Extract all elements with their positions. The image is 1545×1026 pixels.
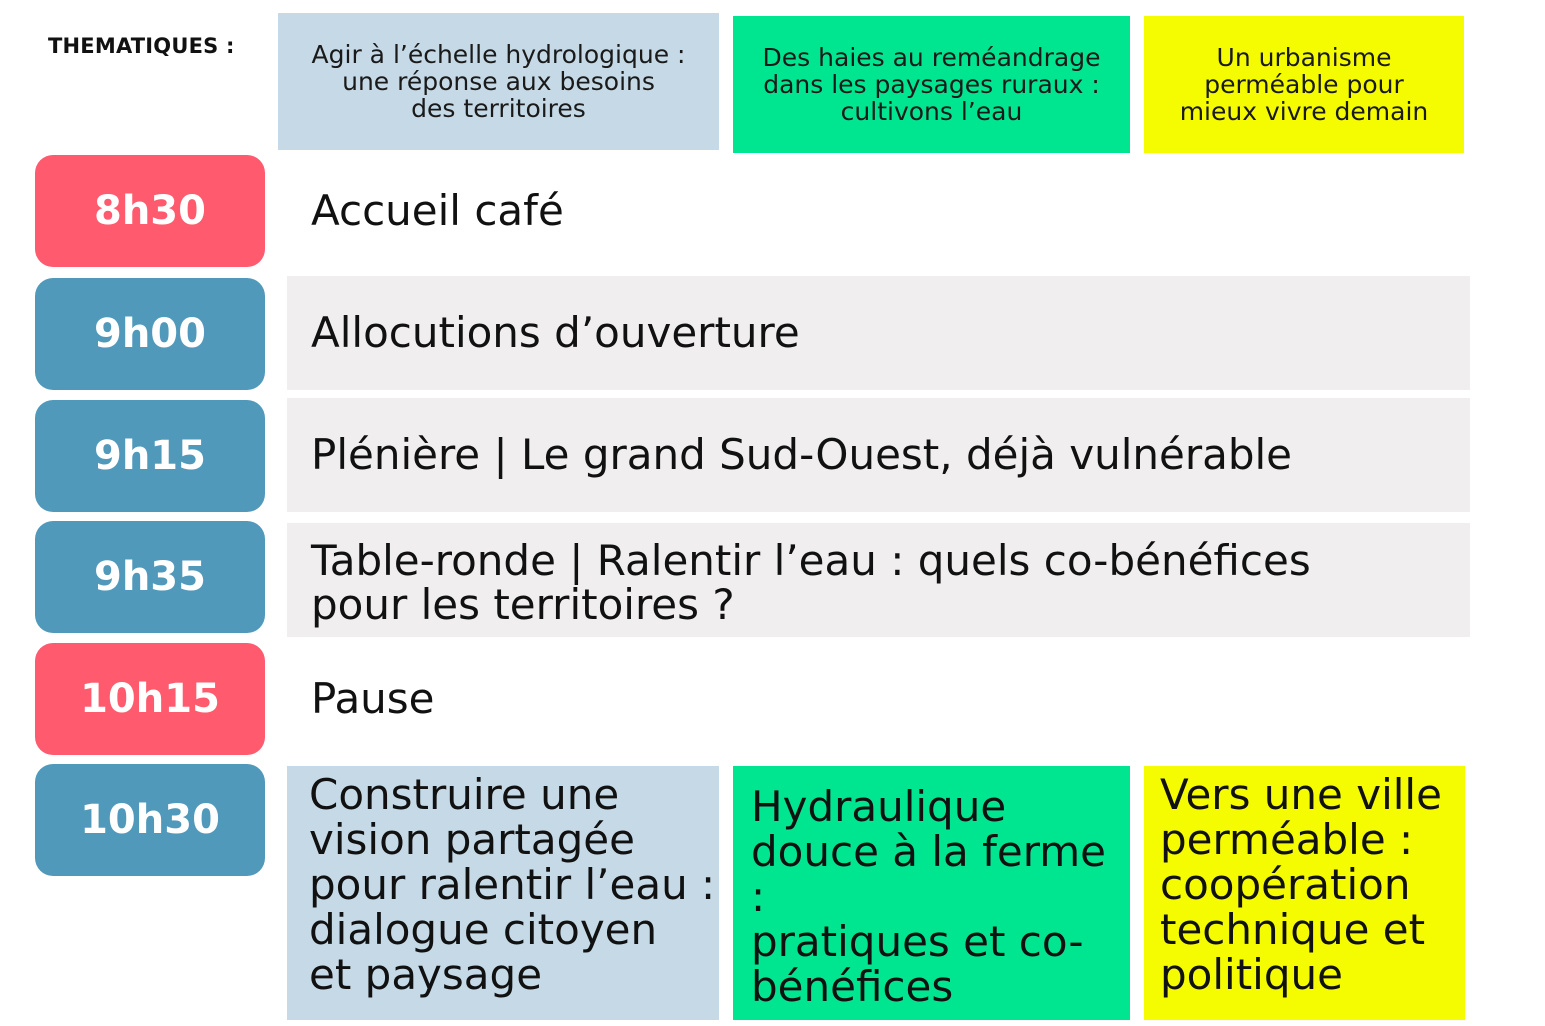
time-badge-0: 8h30: [35, 155, 265, 267]
agenda-title: Pause: [311, 674, 435, 723]
time-badge-1: 9h00: [35, 278, 265, 390]
session-ville-permeable: Vers une ville perméable : coopération technique et politique: [1144, 766, 1465, 1020]
theme-hydrologique: [278, 13, 719, 150]
agenda-title: Plénière | Le grand Sud-Ouest, déjà vulnérable: [311, 430, 1293, 479]
agenda-row-accueil: [287, 154, 1470, 268]
agenda-title: Allocutions d’ouverture: [311, 308, 800, 357]
time-badge-2: 9h15: [35, 400, 265, 512]
agenda-row-table-ronde: [287, 523, 1470, 637]
theme-label: Agir à l’échelle hydrologique : une réponse aux besoins des territoires: [311, 40, 686, 123]
agenda-title: Table-ronde | Ralentir l’eau : quels co-bénéfices pour les territoires ?: [311, 536, 1311, 629]
session-vision-partagee: Construire une vision partagée pour ralentir l’eau : dialogue citoyen et paysage: [287, 766, 719, 1020]
time-badge-3: 9h35: [35, 521, 265, 633]
agenda-row-pleniere: [287, 398, 1470, 512]
theme-urbanisme: [1144, 16, 1464, 153]
agenda-row-allocutions: [287, 276, 1470, 390]
session-hydraulique-douce: Hydraulique douce à la ferme : pratiques et co- bénéfices: [733, 766, 1130, 1020]
time-badge-5: 10h30: [35, 764, 265, 876]
theme-label: Des haies au reméandrage dans les paysages ruraux : cultivons l’eau: [762, 43, 1101, 126]
theme-paysages-ruraux: [733, 16, 1130, 153]
thematiques-label: THEMATIQUES :: [48, 34, 235, 58]
agenda-title: Accueil café: [311, 186, 564, 235]
agenda-row-pause: [287, 642, 1470, 756]
time-badge-4: 10h15: [35, 643, 265, 755]
theme-label: Un urbanisme perméable pour mieux vivre demain: [1179, 43, 1429, 126]
